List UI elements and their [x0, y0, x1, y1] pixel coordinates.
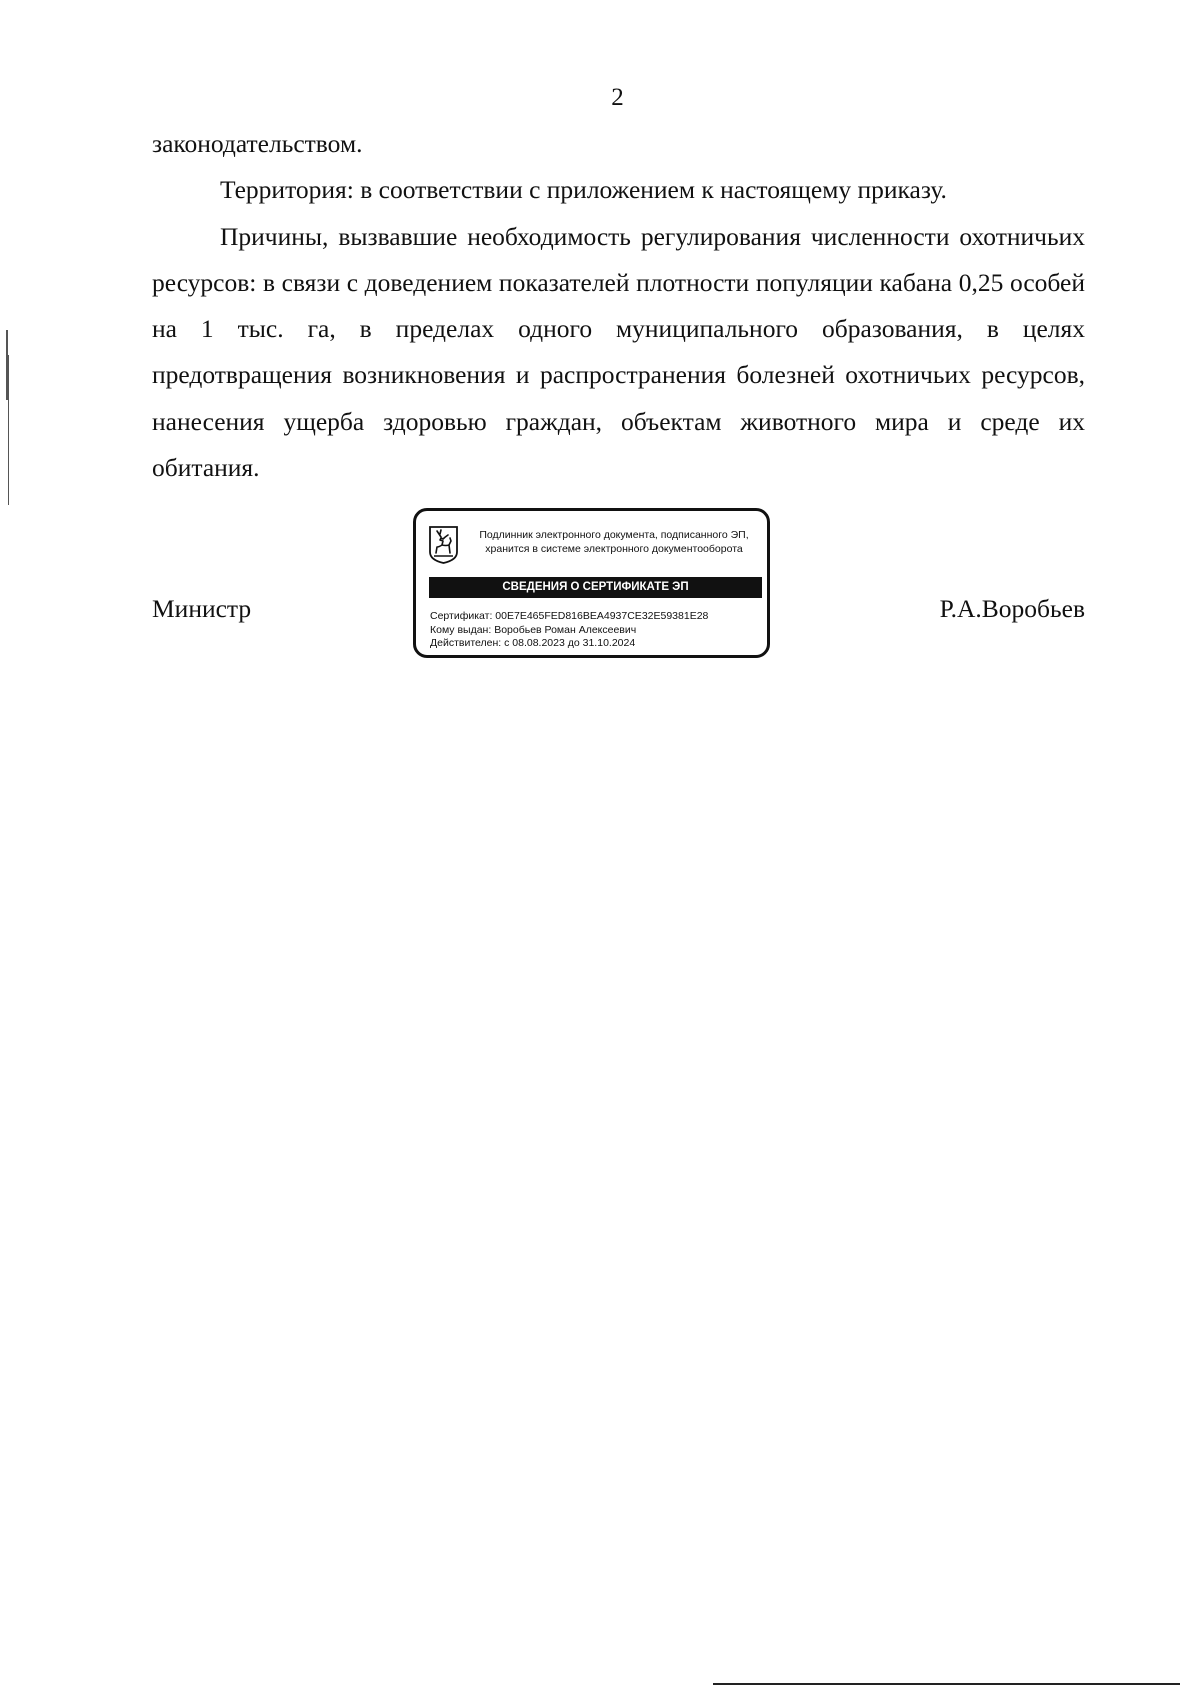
- issued-to-label: Кому выдан:: [430, 623, 492, 636]
- deer-emblem-icon: [428, 526, 459, 564]
- signatory-name: Р.А.Воробьев: [939, 594, 1085, 623]
- stamp-heading: [464, 528, 764, 556]
- page-number: 2: [611, 84, 624, 111]
- paragraph-territory: Территория: в соответствии с приложением к настоящему приказу.: [220, 175, 947, 205]
- signatory-position: Министр: [152, 594, 252, 623]
- certificate-value: 00E7E465FED816BEA4937CE32E59381E28: [495, 610, 709, 622]
- footer-rule: [713, 1683, 1180, 1685]
- validity-label: Действителен:: [430, 637, 502, 649]
- paragraph-continuation: законодательством.: [152, 129, 363, 158]
- issued-to-row: [430, 624, 765, 638]
- scan-margin-mark: [8, 355, 9, 505]
- stamp-certificate-title: СВЕДЕНИЯ О СЕРТИФИКАТЕ ЭП: [429, 577, 762, 598]
- document-body: [152, 121, 1085, 491]
- stamp-heading-line-2: хранится в системе электронного документооборота: [485, 543, 743, 555]
- electronic-signature-stamp: [413, 508, 770, 658]
- validity-row: [430, 637, 765, 651]
- certificate-row: [430, 610, 765, 624]
- certificate-label: Сертификат:: [430, 610, 493, 622]
- stamp-heading-line-1: Подлинник электронного документа, подписанного ЭП,: [479, 529, 749, 541]
- paragraph-reasons: Причины, вызвавшие необходимость регулирования численности охотничьих ресурсов: в связи с доведением показателей плотности популяции кабана 0,25 особей на 1 тыс. га, в пределах одного муниципального образования, в целях предотвращения возникновения и распространения болезней охотничьих ресурсов, нанесения ущерба здоровью граждан, объектам животного мира и среде их обитания.: [152, 221, 1085, 483]
- stamp-certificate-details: [430, 610, 765, 651]
- validity-value: с 08.08.2023 до 31.10.2024: [504, 637, 636, 649]
- issued-to-value: Воробьев Роман Алексеевич: [494, 623, 637, 636]
